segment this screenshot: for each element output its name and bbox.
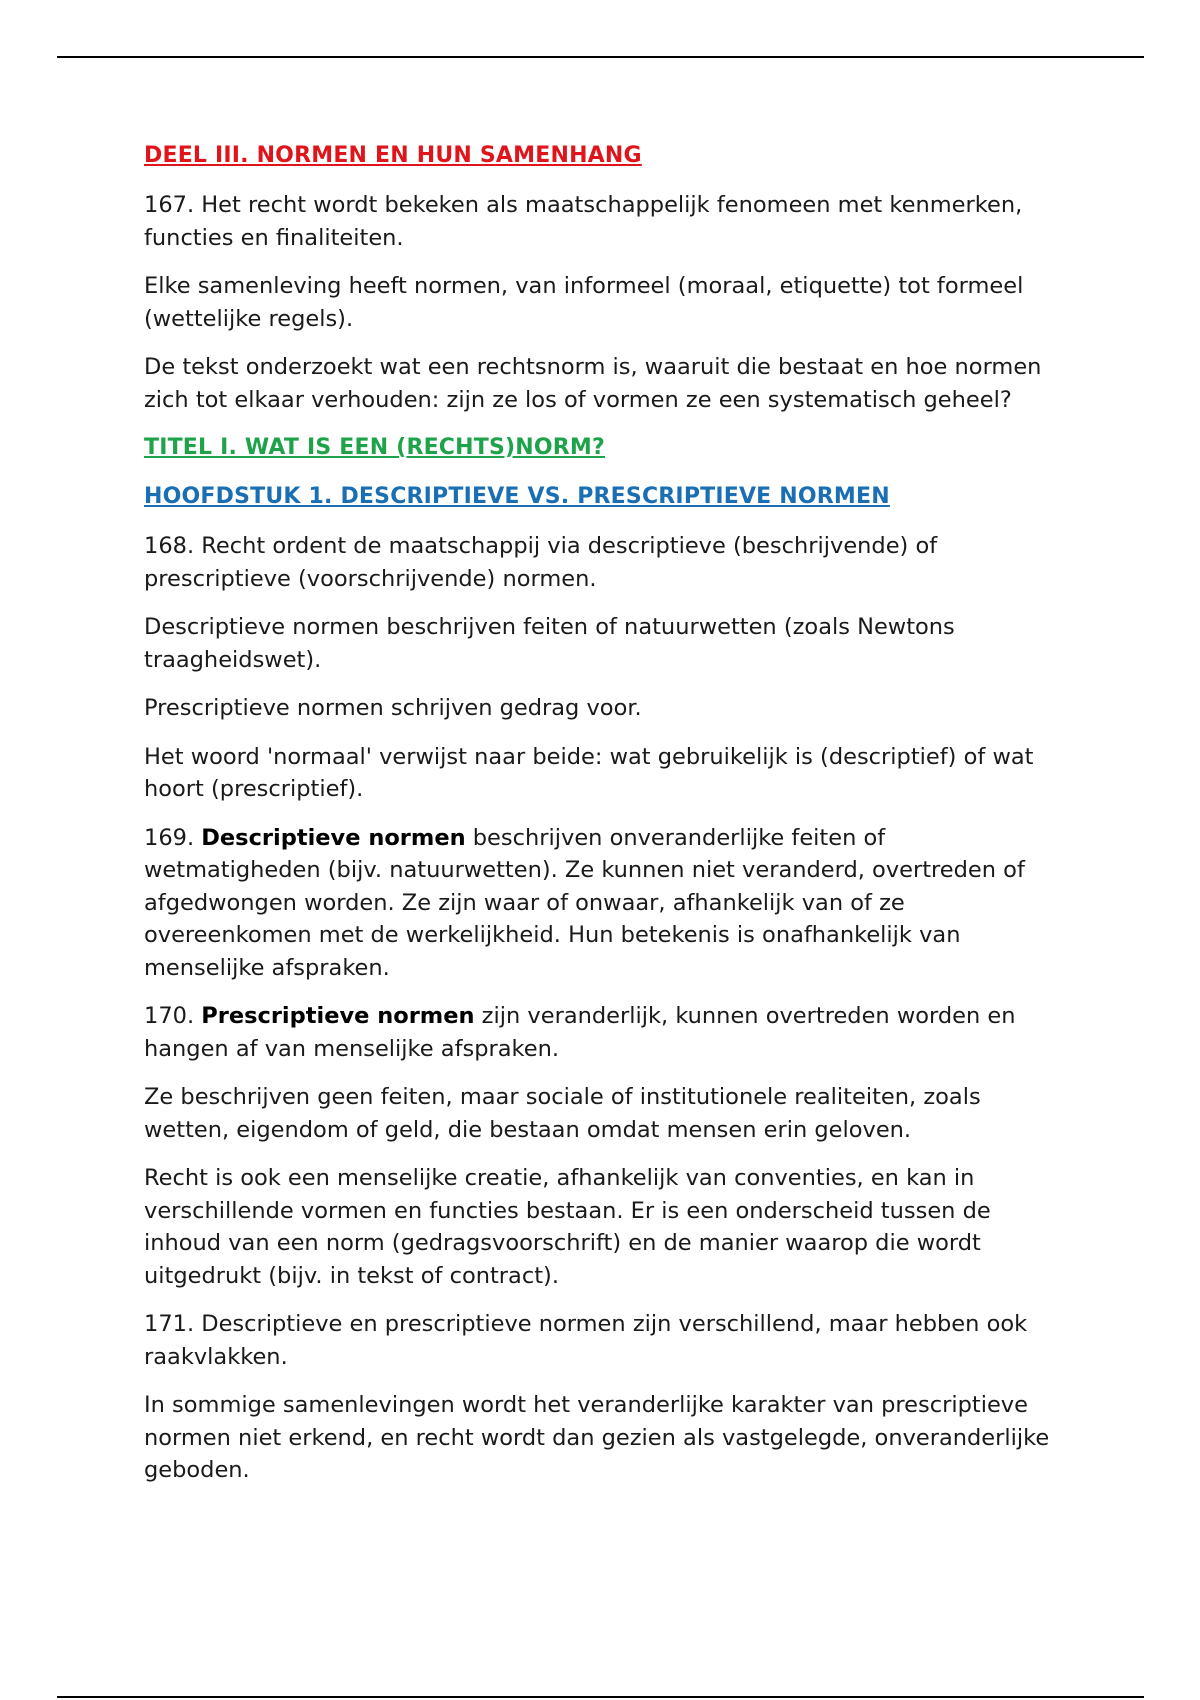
paragraph-170-number: 170. <box>144 1003 202 1029</box>
paragraph-169 <box>144 822 1064 985</box>
paragraph-170-conventies: Recht is ook een menselijke creatie, afhankelijk van conventies, en kan in verschillende vormen en functies bestaan. Er is een onderscheid tussen de inhoud van een norm (gedragsvoorschrift) en de manier waarop die wordt uitgedrukt (bijv. in tekst of contract). <box>144 1165 991 1289</box>
paragraph-167-onderzoek: De tekst onderzoekt wat een rechtsnorm is, waaruit die bestaat en hoe normen zich tot elkaar verhouden: zijn ze los of vormen ze een systematisch geheel? <box>144 354 1042 413</box>
paragraph-171-samenlevingen: In sommige samenlevingen wordt het veranderlijke karakter van prescriptieve normen niet erkend, en recht wordt dan gezien als vastgelegde, onveranderlijke geboden. <box>144 1392 1050 1483</box>
paragraph-167-normen: Elke samenleving heeft normen, van informeel (moraal, etiquette) tot formeel (wettelijke regels). <box>144 273 1024 332</box>
paragraph-169-term: Descriptieve normen <box>201 824 466 851</box>
paragraph-170-realiteiten: Ze beschrijven geen feiten, maar sociale of institutionele realiteiten, zoals wetten, eigendom of geld, die bestaan omdat mensen erin geloven. <box>144 1084 981 1143</box>
paragraph-171-intro: 171. Descriptieve en prescriptieve normen zijn verschillend, maar hebben ook raakvlakken. <box>144 1311 1028 1370</box>
page-top-rule <box>57 56 1144 58</box>
deel-heading: DEEL III. NORMEN EN HUN SAMENHANG <box>144 143 642 168</box>
titel-heading: TITEL I. WAT IS EEN (RECHTS)NORM? <box>144 435 605 460</box>
document-body <box>144 140 1064 1503</box>
paragraph-168-normaal: Het woord 'normaal' verwijst naar beide: wat gebruikelijk is (descriptief) of wat hoort (prescriptief). <box>144 743 1034 802</box>
page-bottom-rule <box>57 1696 1144 1698</box>
paragraph-170-term: Prescriptieve normen <box>201 1003 475 1029</box>
paragraph-170 <box>144 1000 1064 1065</box>
paragraph-169-text: beschrijven onveranderlijke feiten of wetmatigheden (bijv. natuurwetten). Ze kunnen niet veranderd, overtreden of afgedwongen worden. Ze zijn waar of onwaar, afhankelijk van of ze overeenkomen met de werkelijkheid. Hun betekenis is onafhankelijk van menselijke afspraken. <box>144 824 1025 981</box>
paragraph-169-number: 169. <box>144 824 202 851</box>
paragraph-167-intro: 167. Het recht wordt bekeken als maatschappelijk fenomeen met kenmerken, functies en finaliteiten. <box>144 192 1023 251</box>
hoofdstuk-heading: HOOFDSTUK 1. DESCRIPTIEVE VS. PRESCRIPTIEVE NORMEN <box>144 484 890 509</box>
paragraph-168-prescriptief: Prescriptieve normen schrijven gedrag voor. <box>144 695 642 721</box>
paragraph-168-intro: 168. Recht ordent de maatschappij via descriptieve (beschrijvende) of prescriptieve (voorschrijvende) normen. <box>144 533 938 592</box>
paragraph-168-descriptief: Descriptieve normen beschrijven feiten of natuurwetten (zoals Newtons traagheidswet). <box>144 614 955 673</box>
paragraph-170-text: zijn veranderlijk, kunnen overtreden worden en hangen af van menselijke afspraken. <box>144 1003 1016 1062</box>
